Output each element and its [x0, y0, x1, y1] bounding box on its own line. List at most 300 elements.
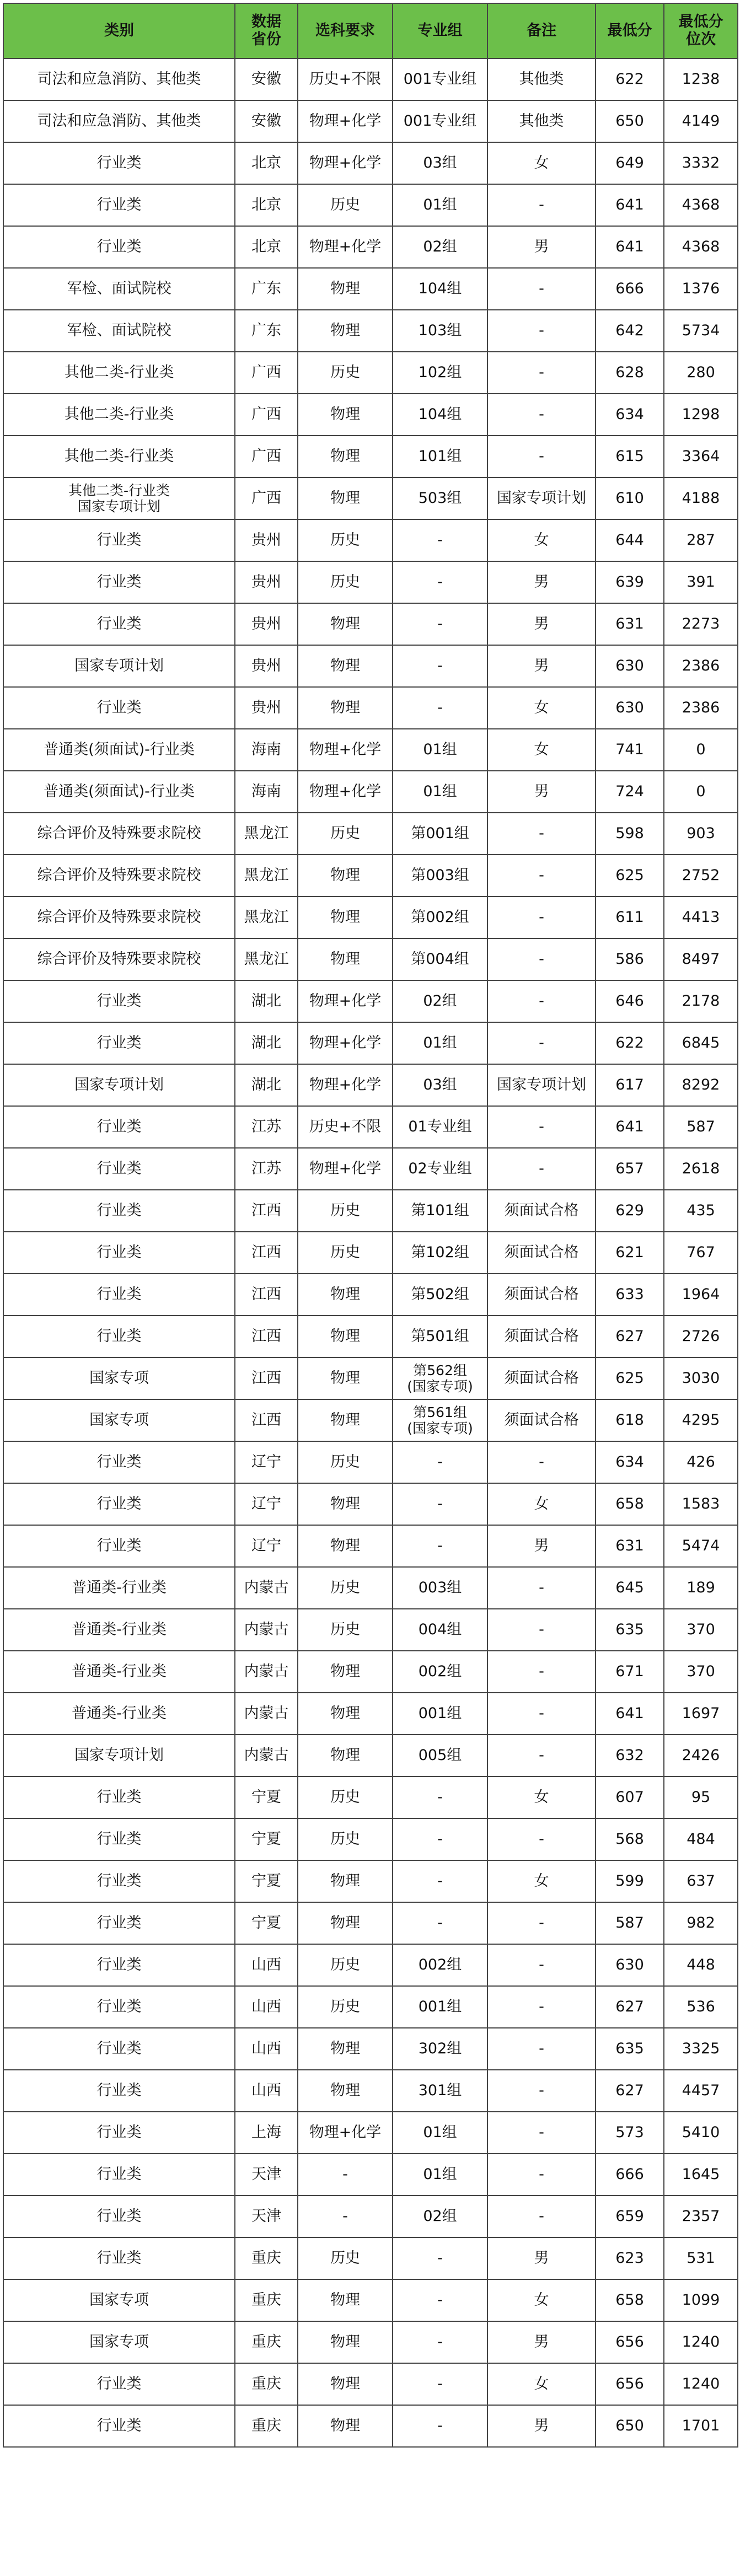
cell-note: - [487, 1106, 596, 1148]
cell-min-score: 615 [596, 436, 664, 477]
cell-province: 内蒙古 [235, 1693, 298, 1735]
cell-min-score: 598 [596, 813, 664, 855]
cell-min-rank: 5410 [664, 2112, 738, 2154]
cell-group: 005组 [393, 1735, 487, 1777]
cell-note: 女 [487, 1483, 596, 1525]
table-row [3, 1441, 738, 1483]
cell-min-rank: 4413 [664, 897, 738, 938]
cell-category: 行业类 [3, 226, 235, 268]
table-row [3, 980, 738, 1022]
cell-category: 行业类 [3, 1902, 235, 1944]
cell-min-score: 656 [596, 2321, 664, 2363]
cell-province: 海南 [235, 729, 298, 771]
cell-province: 广东 [235, 310, 298, 352]
cell-province: 重庆 [235, 2405, 298, 2447]
cell-note: - [487, 1902, 596, 1944]
cell-group: 01组 [393, 771, 487, 813]
cell-note: 须面试合格 [487, 1274, 596, 1316]
table-row [3, 1609, 738, 1651]
cell-subjects: 历史 [298, 1944, 393, 1986]
cell-category: 普通类(须面试)-行业类 [3, 771, 235, 813]
cell-min-rank: 2426 [664, 1735, 738, 1777]
cell-category: 其他二类-行业类 [3, 352, 235, 394]
cell-subjects: - [298, 2196, 393, 2237]
cell-group: 301组 [393, 2070, 487, 2112]
cell-min-rank: 4457 [664, 2070, 738, 2112]
cell-province: 湖北 [235, 1022, 298, 1064]
cell-min-score: 666 [596, 268, 664, 310]
cell-note: - [487, 268, 596, 310]
cell-subjects: 物理 [298, 1651, 393, 1693]
cell-category: 普通类(须面试)-行业类 [3, 729, 235, 771]
cell-category: 司法和应急消防、其他类 [3, 100, 235, 142]
cell-province: 山西 [235, 2028, 298, 2070]
cell-min-rank: 3364 [664, 436, 738, 477]
cell-min-rank: 448 [664, 1944, 738, 1986]
cell-note: - [487, 1944, 596, 1986]
cell-group: 02组 [393, 226, 487, 268]
cell-category: 行业类 [3, 1483, 235, 1525]
cell-subjects: 物理+化学 [298, 142, 393, 184]
cell-group: 01组 [393, 729, 487, 771]
cell-min-rank: 767 [664, 1232, 738, 1274]
score-table-container [3, 3, 737, 2573]
table-row [3, 1818, 738, 1860]
cell-note: - [487, 855, 596, 897]
cell-group: 104组 [393, 268, 487, 310]
cell-group: - [393, 1441, 487, 1483]
cell-group [393, 1399, 487, 1441]
cell-group: 01组 [393, 2112, 487, 2154]
cell-subjects: 历史 [298, 519, 393, 561]
cell-note: 须面试合格 [487, 1316, 596, 1357]
table-row [3, 1106, 738, 1148]
cell-group: 001组 [393, 1986, 487, 2028]
cell-subjects: 物理 [298, 2321, 393, 2363]
cell-province: 江西 [235, 1232, 298, 1274]
cell-province: 北京 [235, 142, 298, 184]
cell-min-rank: 391 [664, 561, 738, 603]
cell-group: 01组 [393, 184, 487, 226]
table-row [3, 561, 738, 603]
cell-min-score: 627 [596, 1316, 664, 1357]
cell-note: - [487, 813, 596, 855]
table-row [3, 1022, 738, 1064]
cell-category: 行业类 [3, 2363, 235, 2405]
cell-category: 行业类 [3, 184, 235, 226]
cell-province: 贵州 [235, 645, 298, 687]
cell-category: 行业类 [3, 2405, 235, 2447]
cell-min-rank: 1099 [664, 2279, 738, 2321]
table-row [3, 1399, 738, 1441]
table-row [3, 519, 738, 561]
cell-subjects: 物理 [298, 1316, 393, 1357]
cell-subjects: 历史 [298, 1609, 393, 1651]
cell-min-score: 632 [596, 1735, 664, 1777]
cell-min-rank: 3030 [664, 1357, 738, 1399]
cell-note: - [487, 1022, 596, 1064]
cell-min-rank: 189 [664, 1567, 738, 1609]
table-row [3, 226, 738, 268]
cell-subjects: 物理+化学 [298, 1022, 393, 1064]
table-row [3, 477, 738, 519]
cell-group: - [393, 2363, 487, 2405]
cell-min-score: 659 [596, 2196, 664, 2237]
cell-note: 男 [487, 645, 596, 687]
cell-group: - [393, 2279, 487, 2321]
cell-group: 01组 [393, 1022, 487, 1064]
cell-province: 辽宁 [235, 1525, 298, 1567]
cell-note: - [487, 2112, 596, 2154]
cell-category-line2: 国家专项计划 [77, 498, 160, 514]
cell-group: 第003组 [393, 855, 487, 897]
table-row [3, 2405, 738, 2447]
cell-subjects: 物理 [298, 1399, 393, 1441]
cell-note: - [487, 1986, 596, 2028]
cell-note: - [487, 310, 596, 352]
cell-province: 黑龙江 [235, 855, 298, 897]
cell-province: 黑龙江 [235, 813, 298, 855]
cell-min-score: 607 [596, 1777, 664, 1818]
cell-min-rank: 280 [664, 352, 738, 394]
cell-province: 重庆 [235, 2279, 298, 2321]
cell-province: 天津 [235, 2196, 298, 2237]
cell-min-rank: 0 [664, 771, 738, 813]
table-row [3, 2154, 738, 2196]
cell-min-rank: 0 [664, 729, 738, 771]
header-min-score: 最低分 [596, 3, 664, 58]
cell-category: 行业类 [3, 142, 235, 184]
cell-min-rank: 435 [664, 1190, 738, 1232]
cell-province: 湖北 [235, 980, 298, 1022]
cell-min-rank: 6845 [664, 1022, 738, 1064]
cell-min-rank: 1583 [664, 1483, 738, 1525]
cell-subjects: 物理 [298, 477, 393, 519]
cell-subjects: 历史 [298, 1818, 393, 1860]
table-row [3, 58, 738, 100]
cell-subjects: 物理 [298, 1525, 393, 1567]
table-row [3, 938, 738, 980]
cell-min-rank: 536 [664, 1986, 738, 2028]
header-row [3, 3, 738, 58]
table-row [3, 1064, 738, 1106]
cell-province: 贵州 [235, 603, 298, 645]
cell-group: 第004组 [393, 938, 487, 980]
cell-category: 行业类 [3, 980, 235, 1022]
table-row [3, 2237, 738, 2279]
cell-subjects: 历史 [298, 561, 393, 603]
cell-province: 江西 [235, 1399, 298, 1441]
table-row [3, 352, 738, 394]
cell-province: 北京 [235, 184, 298, 226]
cell-group: 第001组 [393, 813, 487, 855]
header-min-rank [664, 3, 738, 58]
cell-subjects: 物理 [298, 1483, 393, 1525]
cell-min-score: 641 [596, 226, 664, 268]
cell-category: 其他二类-行业类 [3, 394, 235, 436]
table-row [3, 1316, 738, 1357]
cell-province: 山西 [235, 2070, 298, 2112]
cell-group: 503组 [393, 477, 487, 519]
cell-subjects: 物理 [298, 645, 393, 687]
table-row [3, 2196, 738, 2237]
cell-province: 贵州 [235, 561, 298, 603]
cell-group: 001专业组 [393, 100, 487, 142]
cell-note: - [487, 2028, 596, 2070]
cell-min-score: 634 [596, 394, 664, 436]
cell-note: 男 [487, 2237, 596, 2279]
cell-group: 第502组 [393, 1274, 487, 1316]
cell-category: 行业类 [3, 1190, 235, 1232]
table-row [3, 394, 738, 436]
cell-note: 女 [487, 142, 596, 184]
cell-note: 其他类 [487, 100, 596, 142]
cell-note: - [487, 352, 596, 394]
cell-min-rank: 3332 [664, 142, 738, 184]
table-row [3, 1902, 738, 1944]
cell-group: 第102组 [393, 1232, 487, 1274]
cell-subjects: 历史+不限 [298, 1106, 393, 1148]
cell-note: 女 [487, 1777, 596, 1818]
cell-subjects: 物理+化学 [298, 226, 393, 268]
cell-province: 江西 [235, 1190, 298, 1232]
cell-group: 002组 [393, 1944, 487, 1986]
cell-min-score: 631 [596, 1525, 664, 1567]
table-row [3, 310, 738, 352]
cell-note: 国家专项计划 [487, 1064, 596, 1106]
cell-group: - [393, 2321, 487, 2363]
cell-min-score: 657 [596, 1148, 664, 1190]
cell-province: 黑龙江 [235, 897, 298, 938]
cell-category: 国家专项计划 [3, 1064, 235, 1106]
cell-note: - [487, 1693, 596, 1735]
cell-group: 第002组 [393, 897, 487, 938]
table-row [3, 1357, 738, 1399]
cell-note: 男 [487, 2321, 596, 2363]
cell-province: 海南 [235, 771, 298, 813]
cell-province: 黑龙江 [235, 938, 298, 980]
cell-note: 男 [487, 603, 596, 645]
cell-note: - [487, 1567, 596, 1609]
cell-province: 江西 [235, 1316, 298, 1357]
cell-subjects: 物理 [298, 1274, 393, 1316]
cell-category: 综合评价及特殊要求院校 [3, 855, 235, 897]
cell-min-score: 625 [596, 1357, 664, 1399]
cell-category: 综合评价及特殊要求院校 [3, 897, 235, 938]
cell-province: 内蒙古 [235, 1651, 298, 1693]
cell-province: 广西 [235, 394, 298, 436]
cell-subjects: 物理 [298, 436, 393, 477]
table-row [3, 2363, 738, 2405]
cell-min-rank: 4368 [664, 226, 738, 268]
cell-min-score: 658 [596, 2279, 664, 2321]
cell-note: 男 [487, 771, 596, 813]
cell-subjects: 物理 [298, 938, 393, 980]
cell-province: 宁夏 [235, 1902, 298, 1944]
table-row [3, 771, 738, 813]
cell-min-rank: 982 [664, 1902, 738, 1944]
cell-min-rank: 2752 [664, 855, 738, 897]
cell-group: - [393, 645, 487, 687]
cell-group: 003组 [393, 1567, 487, 1609]
table-row [3, 1651, 738, 1693]
cell-province: 辽宁 [235, 1441, 298, 1483]
cell-province: 内蒙古 [235, 1567, 298, 1609]
cell-min-score: 635 [596, 2028, 664, 2070]
cell-min-score: 658 [596, 1483, 664, 1525]
cell-category: 军检、面试院校 [3, 310, 235, 352]
cell-min-score: 641 [596, 184, 664, 226]
cell-note: 须面试合格 [487, 1232, 596, 1274]
cell-province: 内蒙古 [235, 1735, 298, 1777]
cell-min-score: 666 [596, 2154, 664, 2196]
cell-min-rank: 637 [664, 1860, 738, 1902]
table-row [3, 184, 738, 226]
cell-group: 004组 [393, 1609, 487, 1651]
table-row [3, 687, 738, 729]
cell-note: - [487, 1148, 596, 1190]
cell-min-rank: 4295 [664, 1399, 738, 1441]
cell-subjects: 历史 [298, 2237, 393, 2279]
cell-note: 国家专项计划 [487, 477, 596, 519]
cell-note: - [487, 2154, 596, 2196]
cell-category: 行业类 [3, 1148, 235, 1190]
cell-province: 山西 [235, 1944, 298, 1986]
cell-category-line1: 其他二类-行业类 [68, 482, 170, 498]
cell-min-rank: 531 [664, 2237, 738, 2279]
header-subjects: 选科要求 [298, 3, 393, 58]
table-row [3, 1525, 738, 1567]
cell-subjects: 物理+化学 [298, 729, 393, 771]
cell-category: 普通类-行业类 [3, 1609, 235, 1651]
cell-group: - [393, 1525, 487, 1567]
cell-min-score: 635 [596, 1609, 664, 1651]
cell-group-line1: 第562组 [413, 1362, 467, 1378]
table-row [3, 1232, 738, 1274]
cell-group: - [393, 1777, 487, 1818]
cell-group: 第101组 [393, 1190, 487, 1232]
cell-min-rank: 1701 [664, 2405, 738, 2447]
cell-category: 国家专项 [3, 1357, 235, 1399]
cell-min-score: 622 [596, 1022, 664, 1064]
cell-group [393, 1357, 487, 1399]
cell-min-rank: 4368 [664, 184, 738, 226]
cell-province: 上海 [235, 2112, 298, 2154]
cell-category: 国家专项 [3, 1399, 235, 1441]
cell-province: 安徽 [235, 100, 298, 142]
table-row [3, 1986, 738, 2028]
cell-subjects: 物理 [298, 1902, 393, 1944]
table-row [3, 1693, 738, 1735]
cell-min-rank: 484 [664, 1818, 738, 1860]
cell-province: 辽宁 [235, 1483, 298, 1525]
cell-min-rank: 370 [664, 1651, 738, 1693]
cell-min-score: 630 [596, 687, 664, 729]
cell-province: 广西 [235, 436, 298, 477]
cell-note: - [487, 1735, 596, 1777]
table-row [3, 1944, 738, 1986]
cell-min-score: 633 [596, 1274, 664, 1316]
cell-min-rank: 1376 [664, 268, 738, 310]
cell-min-rank: 2386 [664, 687, 738, 729]
cell-note: 女 [487, 2363, 596, 2405]
cell-subjects: 物理 [298, 2363, 393, 2405]
cell-subjects: 历史 [298, 1190, 393, 1232]
header-group: 专业组 [393, 3, 487, 58]
table-row [3, 2279, 738, 2321]
cell-min-score: 610 [596, 477, 664, 519]
table-row [3, 897, 738, 938]
cell-subjects: 历史 [298, 1986, 393, 2028]
cell-category: 行业类 [3, 1274, 235, 1316]
table-row [3, 1777, 738, 1818]
table-row [3, 1190, 738, 1232]
cell-category: 国家专项 [3, 2321, 235, 2363]
cell-subjects: 物理 [298, 1860, 393, 1902]
cell-subjects: 物理+化学 [298, 100, 393, 142]
table-row [3, 142, 738, 184]
cell-min-score: 621 [596, 1232, 664, 1274]
cell-min-score: 741 [596, 729, 664, 771]
table-row [3, 2321, 738, 2363]
cell-min-rank: 2726 [664, 1316, 738, 1357]
cell-min-rank: 1697 [664, 1693, 738, 1735]
cell-category: 行业类 [3, 2070, 235, 2112]
cell-group: - [393, 1902, 487, 1944]
table-row [3, 813, 738, 855]
cell-group-line1: 第561组 [413, 1404, 467, 1420]
cell-subjects: 物理+化学 [298, 980, 393, 1022]
cell-min-score: 630 [596, 645, 664, 687]
cell-min-score: 656 [596, 2363, 664, 2405]
cell-min-score: 627 [596, 2070, 664, 2112]
cell-min-rank: 5734 [664, 310, 738, 352]
header-province [235, 3, 298, 58]
cell-category: 行业类 [3, 1986, 235, 2028]
cell-subjects: 历史+不限 [298, 58, 393, 100]
table-row [3, 603, 738, 645]
cell-category: 军检、面试院校 [3, 268, 235, 310]
cell-category: 行业类 [3, 2154, 235, 2196]
cell-note: 男 [487, 2405, 596, 2447]
table-row [3, 1735, 738, 1777]
cell-note: - [487, 1818, 596, 1860]
cell-group-line2: (国家专项) [407, 1420, 473, 1436]
cell-note: - [487, 394, 596, 436]
cell-note: 男 [487, 226, 596, 268]
cell-min-score: 599 [596, 1860, 664, 1902]
cell-min-rank: 587 [664, 1106, 738, 1148]
cell-min-score: 649 [596, 142, 664, 184]
cell-note: - [487, 938, 596, 980]
cell-province: 江西 [235, 1357, 298, 1399]
cell-subjects: 历史 [298, 184, 393, 226]
cell-province: 江苏 [235, 1148, 298, 1190]
cell-min-score: 628 [596, 352, 664, 394]
cell-min-score: 671 [596, 1651, 664, 1693]
cell-category: 行业类 [3, 1944, 235, 1986]
cell-group: 302组 [393, 2028, 487, 2070]
cell-category: 国家专项计划 [3, 645, 235, 687]
cell-category: 司法和应急消防、其他类 [3, 58, 235, 100]
cell-category: 行业类 [3, 2112, 235, 2154]
cell-group: - [393, 1818, 487, 1860]
cell-note: - [487, 1441, 596, 1483]
cell-group: - [393, 519, 487, 561]
table-row [3, 1860, 738, 1902]
table-row [3, 855, 738, 897]
cell-min-score: 586 [596, 938, 664, 980]
